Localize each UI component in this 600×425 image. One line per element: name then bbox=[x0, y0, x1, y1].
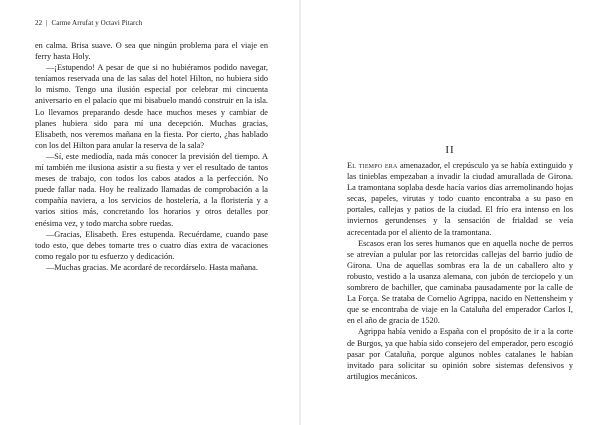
opening-smallcaps: El tiempo era bbox=[347, 161, 398, 170]
opening-text: amenazador, el crepúsculo ya se había extinguido y las tinieblas empezaban a invadir la ciudad amurallada de Girona. La tramontana soplaba desde hacía varios días arremolinando hojas secas, papeles, virutas y todo cuanto encontraba a su paso en portales, callejas y patios de la ciudad. El frío era intenso en los inviernos gerundenses y la sensación de frialdad se veía acrecentada por el aliento de la tramontana. bbox=[347, 161, 573, 237]
right-page bbox=[300, 0, 600, 425]
paragraph: —¡Estupendo! A pesar de que si no hubiéramos podido navegar, teníamos reservada una de las salas del hotel Hilton, no hubiera sido lo mismo. Tengo una ilusión especial por celebrar mi cincuenta aniversario en el palacio que mi bisabuelo mandó construir en la isla. Lo llevamos preparando desde hace muchos meses y cambiar de planes hubiera sido para mí una decepción. Muchas gracias, Elisabeth, nos veremos mañana en la fiesta. Por cierto, ¿has hablado con los del Hilton para anular la reserva de la sala? bbox=[35, 63, 268, 150]
running-head-separator: | bbox=[46, 19, 48, 27]
chapter-number: II bbox=[445, 144, 455, 156]
running-head-authors: Carme Arrufat y Octavi Pitarch bbox=[51, 19, 143, 27]
left-body-text bbox=[35, 40, 268, 273]
paragraph: Agrippa había venido a España con el propósito de ir a la corte de Burgos, ya que había sido consejero del emperador, pero escogió pasar por Cataluña, porque algunos nobles catalanes le habían invitado para solicitar su opinión sobre sistemas defensivos y artilugios mecánicos. bbox=[347, 327, 573, 381]
page-number: 22 bbox=[35, 19, 43, 27]
running-head bbox=[35, 19, 142, 27]
paragraph: Escasos eran los seres humanos que en aquella noche de perros se atrevían a pulular por las retorcidas callejas del barrio judío de Girona. Una de aquellas sombras era la de un caballero alto y robusto, vestido a la usanza alemana, con jubón de terciopelo y un sombrero de bachiller, que caminaba pausadamente por la calle de La Força. Se trataba de Cornelio Agrippa, nacido en Nettensheim y que se encontraba de viaje en la Cataluña del emperador Carlos I, en el año de gracia de 1520. bbox=[347, 238, 573, 326]
paragraph: —Gracias, Elisabeth. Eres estupenda. Recuérdame, cuando pase todo esto, que debes tomarte tres o cuatro días extra de vacaciones como regalo por tu esfuerzo y dedicación. bbox=[35, 229, 268, 261]
paragraph: —Sí, este mediodía, nada más conocer la previsión del tiempo. A mí también me ilusiona asistir a su fiesta y ver el resultado de tantos meses de trabajo, con todos los cabos atados a la perfección. No puede fallar nada. Hoy he realizado llamadas de comprobación a la compañía naviera, a los servicios de hostelería, a la floristería y a varios sitios más, concretando los horarios y otros detalles por enésima vez, y todo marcha sobre ruedas. bbox=[35, 151, 268, 228]
right-body-text bbox=[347, 160, 573, 382]
paragraph: en calma. Brisa suave. O sea que ningún problema para el viaje en ferry hasta Holy. bbox=[35, 41, 268, 62]
paragraph: —Muchas gracias. Me acordaré de recordárselo. Hasta mañana. bbox=[46, 262, 258, 272]
chapter-opening-paragraph bbox=[347, 160, 573, 238]
